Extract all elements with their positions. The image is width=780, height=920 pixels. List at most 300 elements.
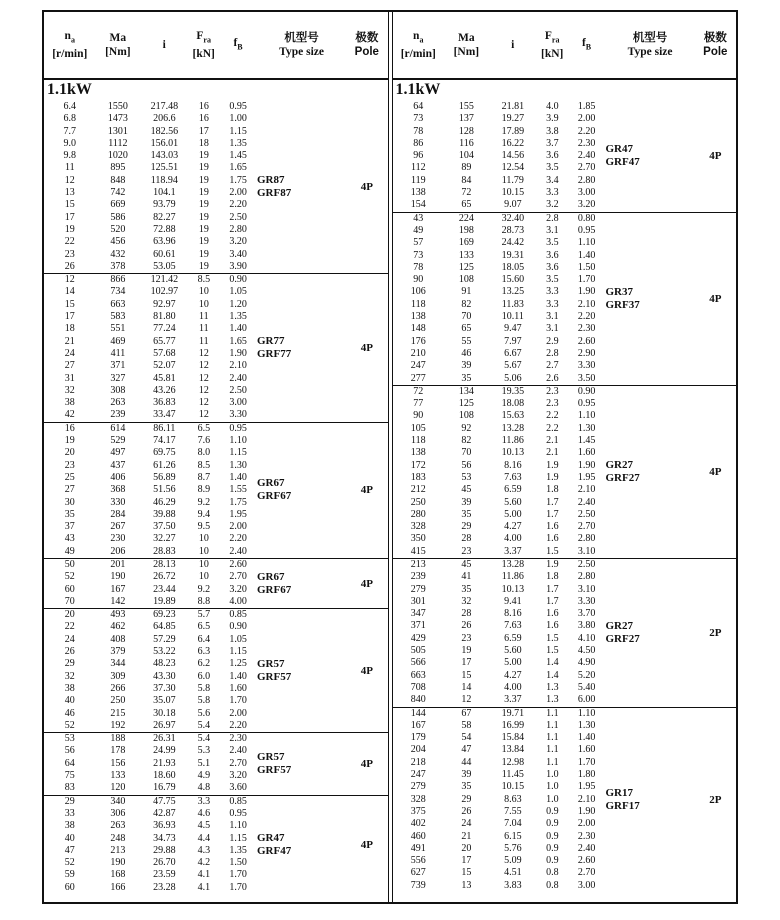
cell-i: 36.83	[153, 397, 176, 409]
cell-fb: 3.70	[577, 608, 596, 620]
data-row	[393, 386, 606, 398]
cell-ma: 742	[110, 187, 126, 199]
cell-fra: 8.9	[197, 484, 211, 496]
type-size-label: GR47	[256, 831, 285, 844]
header-subscript: a	[419, 35, 424, 45]
cell-fra: 1.0	[546, 769, 559, 781]
cell-na: 402	[410, 818, 426, 830]
cell-fra: 3.1	[546, 224, 559, 236]
data-row	[44, 360, 257, 372]
data-row	[393, 423, 606, 435]
cell-fra: 0.8	[546, 867, 559, 879]
cell-na: 212	[410, 484, 426, 496]
cell-fra: 19	[198, 248, 209, 260]
cell-fb: 2.60	[577, 855, 596, 867]
data-row	[44, 212, 257, 224]
data-row	[44, 546, 257, 558]
cell-fra: 9.5	[197, 521, 211, 533]
cell-fb: 0.95	[229, 422, 247, 434]
pole-label: 4P	[360, 757, 373, 770]
cell-i: 30.18	[153, 707, 176, 719]
cell-na: 20	[64, 609, 75, 621]
cell-i: 23.44	[153, 583, 176, 595]
data-row	[44, 409, 257, 421]
cell-i: 86.11	[153, 422, 176, 434]
header-unit: [Nm]	[105, 46, 131, 58]
cell-i: 60.61	[153, 248, 176, 260]
cell-ma: 267	[110, 521, 126, 533]
cell-i: 42.87	[153, 807, 176, 819]
type-size-label: GR67	[256, 477, 285, 490]
header-symbol: $F_{ra}$	[544, 29, 560, 45]
cell-ma: 23	[461, 545, 472, 557]
cell-fra: 5.6	[197, 707, 211, 719]
type-size-label: GRF47	[605, 156, 640, 169]
cell-i: 47.75	[153, 795, 176, 807]
cell-fb: 2.50	[577, 558, 596, 570]
cell-ma: 84	[461, 174, 472, 186]
section-rows	[44, 559, 257, 608]
cell-fra: 19	[198, 223, 209, 235]
cell-na: 663	[410, 669, 426, 681]
data-row	[44, 199, 257, 211]
data-row	[44, 559, 257, 571]
cell-i: 3.37	[504, 545, 522, 557]
cell-na: 86	[413, 137, 424, 149]
cell-fb: 0.90	[577, 385, 596, 397]
cell-i: 53.05	[153, 260, 176, 272]
cell-fb: 1.55	[229, 484, 247, 496]
data-row	[44, 447, 257, 459]
cell-ma: 327	[110, 372, 126, 384]
cell-i: 33.47	[153, 409, 176, 421]
cell-na: 21	[64, 335, 75, 347]
cell-fb: 3.20	[229, 236, 247, 248]
cell-fra: 1.1	[546, 707, 559, 719]
cell-na: 250	[410, 496, 426, 508]
cell-na: 328	[410, 521, 426, 533]
cell-ma: 586	[110, 211, 126, 223]
cell-fb: 1.95	[229, 508, 247, 520]
cell-na: 83	[64, 782, 75, 794]
cell-na: 32	[64, 670, 75, 682]
cell-fra: 1.6	[546, 533, 559, 545]
cell-i: 121.42	[150, 274, 179, 286]
data-row	[393, 348, 606, 360]
cell-fb: 0.85	[229, 609, 247, 621]
cell-ma: 408	[110, 633, 126, 645]
cell-ma: 44	[461, 756, 472, 768]
pole-label: 4P	[360, 341, 373, 354]
cell-na: 279	[410, 781, 426, 793]
cell-ma: 411	[110, 347, 126, 359]
cell-fb: 1.70	[577, 756, 596, 768]
cell-ma: 12	[461, 694, 472, 706]
cell-i: 4.00	[504, 681, 522, 693]
type-size-cell	[605, 559, 694, 707]
cell-fra: 6.3	[197, 646, 211, 658]
cell-fra: 3.3	[546, 298, 559, 310]
cell-fb: 1.05	[229, 633, 247, 645]
cell-fra: 2.3	[546, 398, 559, 410]
pole-label: 4P	[360, 577, 373, 590]
header-symbol: i	[511, 39, 515, 51]
cell-fb: 1.95	[577, 471, 596, 483]
cell-na: 6.8	[63, 113, 77, 125]
cell-fb: 2.50	[229, 211, 247, 223]
cell-fra: 3.5	[546, 237, 559, 249]
cell-i: 77.24	[153, 323, 176, 335]
cell-na: 375	[410, 805, 426, 817]
cell-ma: 20	[461, 842, 472, 854]
cell-na: 247	[410, 360, 426, 372]
cell-na: 78	[413, 125, 424, 137]
cell-ma: 14	[461, 681, 472, 693]
data-row	[393, 286, 606, 298]
data-row	[393, 880, 606, 892]
cell-fb: 1.65	[229, 335, 247, 347]
cell-fb: 2.80	[577, 533, 596, 545]
cell-na: 57	[413, 237, 424, 249]
cell-ma: 65	[461, 323, 472, 335]
type-size-label: GRF57	[256, 763, 292, 776]
data-row	[393, 633, 606, 645]
cell-na: 70	[64, 595, 75, 607]
cell-na: 183	[410, 471, 426, 483]
data-row	[44, 101, 257, 113]
data-row	[393, 175, 606, 187]
cell-fb: 1.75	[229, 496, 247, 508]
cell-ma: 266	[110, 682, 126, 694]
cell-na: 19	[64, 435, 75, 447]
cell-na: 17	[64, 211, 75, 223]
gear-section	[393, 101, 737, 213]
cell-ma: 92	[461, 422, 472, 434]
cell-i: 8.16	[504, 459, 522, 471]
gear-section	[44, 609, 388, 733]
cell-i: 10.15	[501, 187, 525, 199]
cell-fb: 2.20	[577, 125, 596, 137]
cell-fra: 1.1	[546, 744, 559, 756]
data-row	[44, 671, 257, 683]
data-row	[44, 385, 257, 397]
cell-fra: 12	[198, 384, 209, 396]
data-row	[44, 882, 257, 894]
cell-fra: 8.5	[197, 274, 211, 286]
cell-i: 15.84	[501, 732, 525, 744]
cell-i: 39.88	[153, 508, 176, 520]
header-symbol: $f_B$	[581, 36, 592, 52]
cell-fra: 4.8	[197, 782, 211, 794]
cell-i: 82.27	[153, 211, 176, 223]
cell-na: 90	[413, 410, 424, 422]
power-title: 1.1kW	[47, 81, 92, 98]
cell-ma: 39	[461, 769, 472, 781]
cell-na: 280	[410, 508, 426, 520]
cell-ma: 125	[458, 398, 474, 410]
cell-na: 840	[410, 694, 426, 706]
cell-fra: 9.4	[197, 508, 211, 520]
cell-na: 49	[64, 545, 75, 557]
cell-ma: 734	[110, 286, 126, 298]
cell-na: 328	[410, 793, 426, 805]
cell-i: 28.83	[153, 545, 176, 557]
cell-fb: 0.90	[229, 621, 247, 633]
data-row	[393, 521, 606, 533]
gear-section	[44, 423, 388, 559]
cell-na: 38	[64, 820, 75, 832]
data-row	[44, 720, 257, 732]
cell-ma: 54	[461, 732, 472, 744]
cell-i: 23.59	[153, 869, 176, 881]
cell-i: 48.23	[153, 658, 176, 670]
cell-i: 5.00	[504, 657, 522, 669]
cell-na: 96	[413, 150, 424, 162]
cell-i: 24.42	[501, 237, 525, 249]
section-rows	[44, 101, 257, 273]
cell-i: 13.28	[501, 422, 525, 434]
header-symbol: $f_B$	[233, 36, 243, 52]
cell-fra: 4.4	[197, 832, 211, 844]
column-header	[96, 12, 141, 78]
cell-fb: 1.70	[229, 881, 247, 893]
type-size-label: GRF67	[256, 583, 292, 596]
cell-i: 11.86	[501, 571, 524, 583]
cell-i: 19.31	[501, 249, 525, 261]
cell-fb: 1.70	[229, 695, 247, 707]
cell-fra: 2.1	[546, 435, 559, 447]
cell-i: 11.79	[501, 174, 524, 186]
cell-fb: 0.90	[229, 274, 247, 286]
cell-na: 210	[410, 347, 426, 359]
cell-na: 23	[64, 459, 75, 471]
cell-fb: 1.70	[577, 274, 596, 286]
cell-na: 52	[64, 571, 75, 583]
cell-i: 52.07	[153, 360, 176, 372]
data-row	[44, 323, 257, 335]
cell-fra: 3.7	[546, 137, 559, 149]
cell-ma: 309	[110, 670, 126, 682]
cell-na: 60	[64, 583, 75, 595]
cell-ma: 169	[458, 237, 474, 249]
cell-ma: 437	[110, 459, 126, 471]
cell-fra: 8.8	[197, 595, 211, 607]
cell-fb: 2.30	[229, 733, 247, 745]
section-rows	[393, 213, 606, 385]
cell-fra: 1.8	[546, 484, 559, 496]
pole-label: 4P	[360, 838, 373, 851]
cell-na: 20	[64, 447, 75, 459]
header-symbol: Ma	[458, 32, 475, 44]
pole-label: 4P	[709, 292, 722, 305]
cell-i: 156.01	[150, 137, 179, 149]
cell-ma: 45	[461, 484, 472, 496]
cell-i: 3.37	[504, 694, 522, 706]
data-row	[393, 101, 606, 113]
data-row	[44, 634, 257, 646]
column-header	[44, 12, 96, 78]
cell-na: 12	[64, 274, 75, 286]
data-row	[393, 732, 606, 744]
cell-i: 57.29	[153, 633, 176, 645]
type-size-label: GRF17	[605, 799, 640, 812]
cell-i: 5.09	[504, 855, 522, 867]
data-row	[44, 658, 257, 670]
cell-na: 26	[64, 646, 75, 658]
header-symbol: 机型号	[632, 32, 668, 44]
cell-fra: 2.9	[546, 335, 559, 347]
cell-ma: 26	[461, 805, 472, 817]
data-row	[44, 249, 257, 261]
cell-na: 9.8	[63, 150, 77, 162]
cell-fb: 1.30	[229, 459, 247, 471]
cell-fb: 1.90	[229, 347, 247, 359]
cell-i: 93.79	[153, 199, 176, 211]
cell-fra: 1.7	[546, 508, 559, 520]
cell-ma: 344	[110, 658, 126, 670]
cell-fb: 1.30	[577, 422, 596, 434]
cell-i: 4.00	[504, 533, 522, 545]
cell-fb: 3.10	[577, 545, 596, 557]
cell-fb: 1.40	[577, 249, 596, 261]
cell-i: 9.41	[504, 595, 522, 607]
cell-fra: 2.6	[546, 372, 559, 384]
type-size-label: GR47	[605, 143, 633, 156]
data-row	[44, 236, 257, 248]
cell-na: 505	[410, 645, 426, 657]
cell-i: 92.97	[153, 298, 176, 310]
data-row	[44, 733, 257, 745]
section-rows	[393, 708, 606, 892]
cell-na: 167	[410, 719, 426, 731]
cell-ma: 1473	[107, 113, 128, 125]
pole-label: 4P	[709, 150, 722, 163]
cell-fra: 1.5	[546, 545, 559, 557]
type-size-cell	[605, 101, 694, 212]
cell-na: 35	[64, 508, 75, 520]
pole-label: 4P	[360, 664, 373, 677]
cell-na: 53	[64, 733, 75, 745]
cell-ma: 583	[110, 311, 126, 323]
cell-ma: 263	[110, 820, 126, 832]
cell-fra: 1.7	[546, 496, 559, 508]
table-body	[393, 80, 737, 902]
data-row	[393, 187, 606, 199]
cell-na: 31	[64, 372, 75, 384]
cell-na: 27	[64, 360, 75, 372]
cell-fra: 1.1	[546, 732, 559, 744]
cell-fb: 2.80	[577, 174, 596, 186]
cell-fra: 7.6	[197, 435, 211, 447]
cell-i: 10.15	[501, 781, 525, 793]
cell-na: 37	[64, 521, 75, 533]
data-row	[393, 682, 606, 694]
cell-na: 371	[410, 620, 426, 632]
cell-fb: 2.70	[577, 867, 596, 879]
cell-i: 23.28	[153, 881, 176, 893]
cell-ma: 432	[110, 248, 126, 260]
cell-ma: 1550	[107, 101, 128, 112]
cell-ma: 82	[461, 298, 472, 310]
cell-i: 11.83	[501, 298, 524, 310]
cell-fra: 6.4	[197, 633, 211, 645]
cell-i: 125.51	[150, 162, 179, 174]
cell-na: 73	[413, 113, 424, 125]
cell-na: 118	[410, 435, 426, 447]
cell-ma: 41	[461, 571, 472, 583]
data-row	[44, 621, 257, 633]
data-row	[393, 645, 606, 657]
cell-fb: 1.90	[577, 805, 596, 817]
data-row	[393, 546, 606, 558]
cell-ma: 116	[459, 137, 474, 149]
data-row	[44, 348, 257, 360]
cell-fb: 3.00	[577, 879, 596, 891]
header-unit: Pole	[703, 46, 728, 58]
cell-fb: 3.50	[577, 372, 596, 384]
cell-i: 6.15	[504, 830, 522, 842]
cell-fb: 1.60	[577, 447, 596, 459]
header-unit: [r/min]	[52, 48, 88, 61]
cell-ma: 378	[110, 260, 126, 272]
cell-i: 6.67	[504, 347, 522, 359]
cell-fb: 1.15	[229, 447, 247, 459]
cell-ma: 55	[461, 335, 472, 347]
cell-fra: 8.0	[197, 447, 211, 459]
cell-i: 21.93	[153, 757, 176, 769]
header-unit: [kN]	[192, 48, 215, 61]
cell-na: 460	[410, 830, 426, 842]
cell-na: 15	[64, 199, 75, 211]
column-header-row	[44, 12, 388, 80]
cell-na: 739	[410, 879, 426, 891]
column-header	[605, 12, 694, 78]
cell-ma: 39	[461, 496, 472, 508]
cell-na: 6.4	[63, 101, 77, 112]
data-row	[393, 250, 606, 262]
data-row	[44, 484, 257, 496]
data-row	[44, 596, 257, 608]
spec-table	[42, 10, 738, 904]
cell-fra: 3.6	[546, 150, 559, 162]
cell-fb: 1.45	[577, 435, 596, 447]
cell-na: 30	[64, 496, 75, 508]
cell-fra: 19	[198, 162, 209, 174]
cell-ma: 45	[461, 558, 472, 570]
gear-section	[44, 733, 388, 795]
cell-i: 18.08	[501, 398, 525, 410]
cell-na: 566	[410, 657, 426, 669]
cell-na: 279	[410, 583, 426, 595]
data-row	[44, 397, 257, 409]
data-row	[44, 299, 257, 311]
cell-i: 72.88	[153, 223, 176, 235]
cell-fb: 2.30	[577, 830, 596, 842]
cell-fb: 1.60	[577, 744, 596, 756]
header-symbol: $n_a$	[413, 29, 424, 45]
cell-na: 106	[410, 286, 426, 298]
cell-na: 7.7	[63, 125, 77, 137]
cell-ma: 35	[461, 372, 472, 384]
data-row	[44, 373, 257, 385]
cell-i: 19.71	[501, 707, 525, 719]
cell-fb: 2.70	[577, 162, 596, 174]
cell-na: 247	[410, 769, 426, 781]
header-unit: Type size	[627, 46, 673, 58]
cell-fb: 1.40	[577, 732, 596, 744]
cell-i: 13.28	[501, 558, 525, 570]
cell-na: 22	[64, 236, 75, 248]
